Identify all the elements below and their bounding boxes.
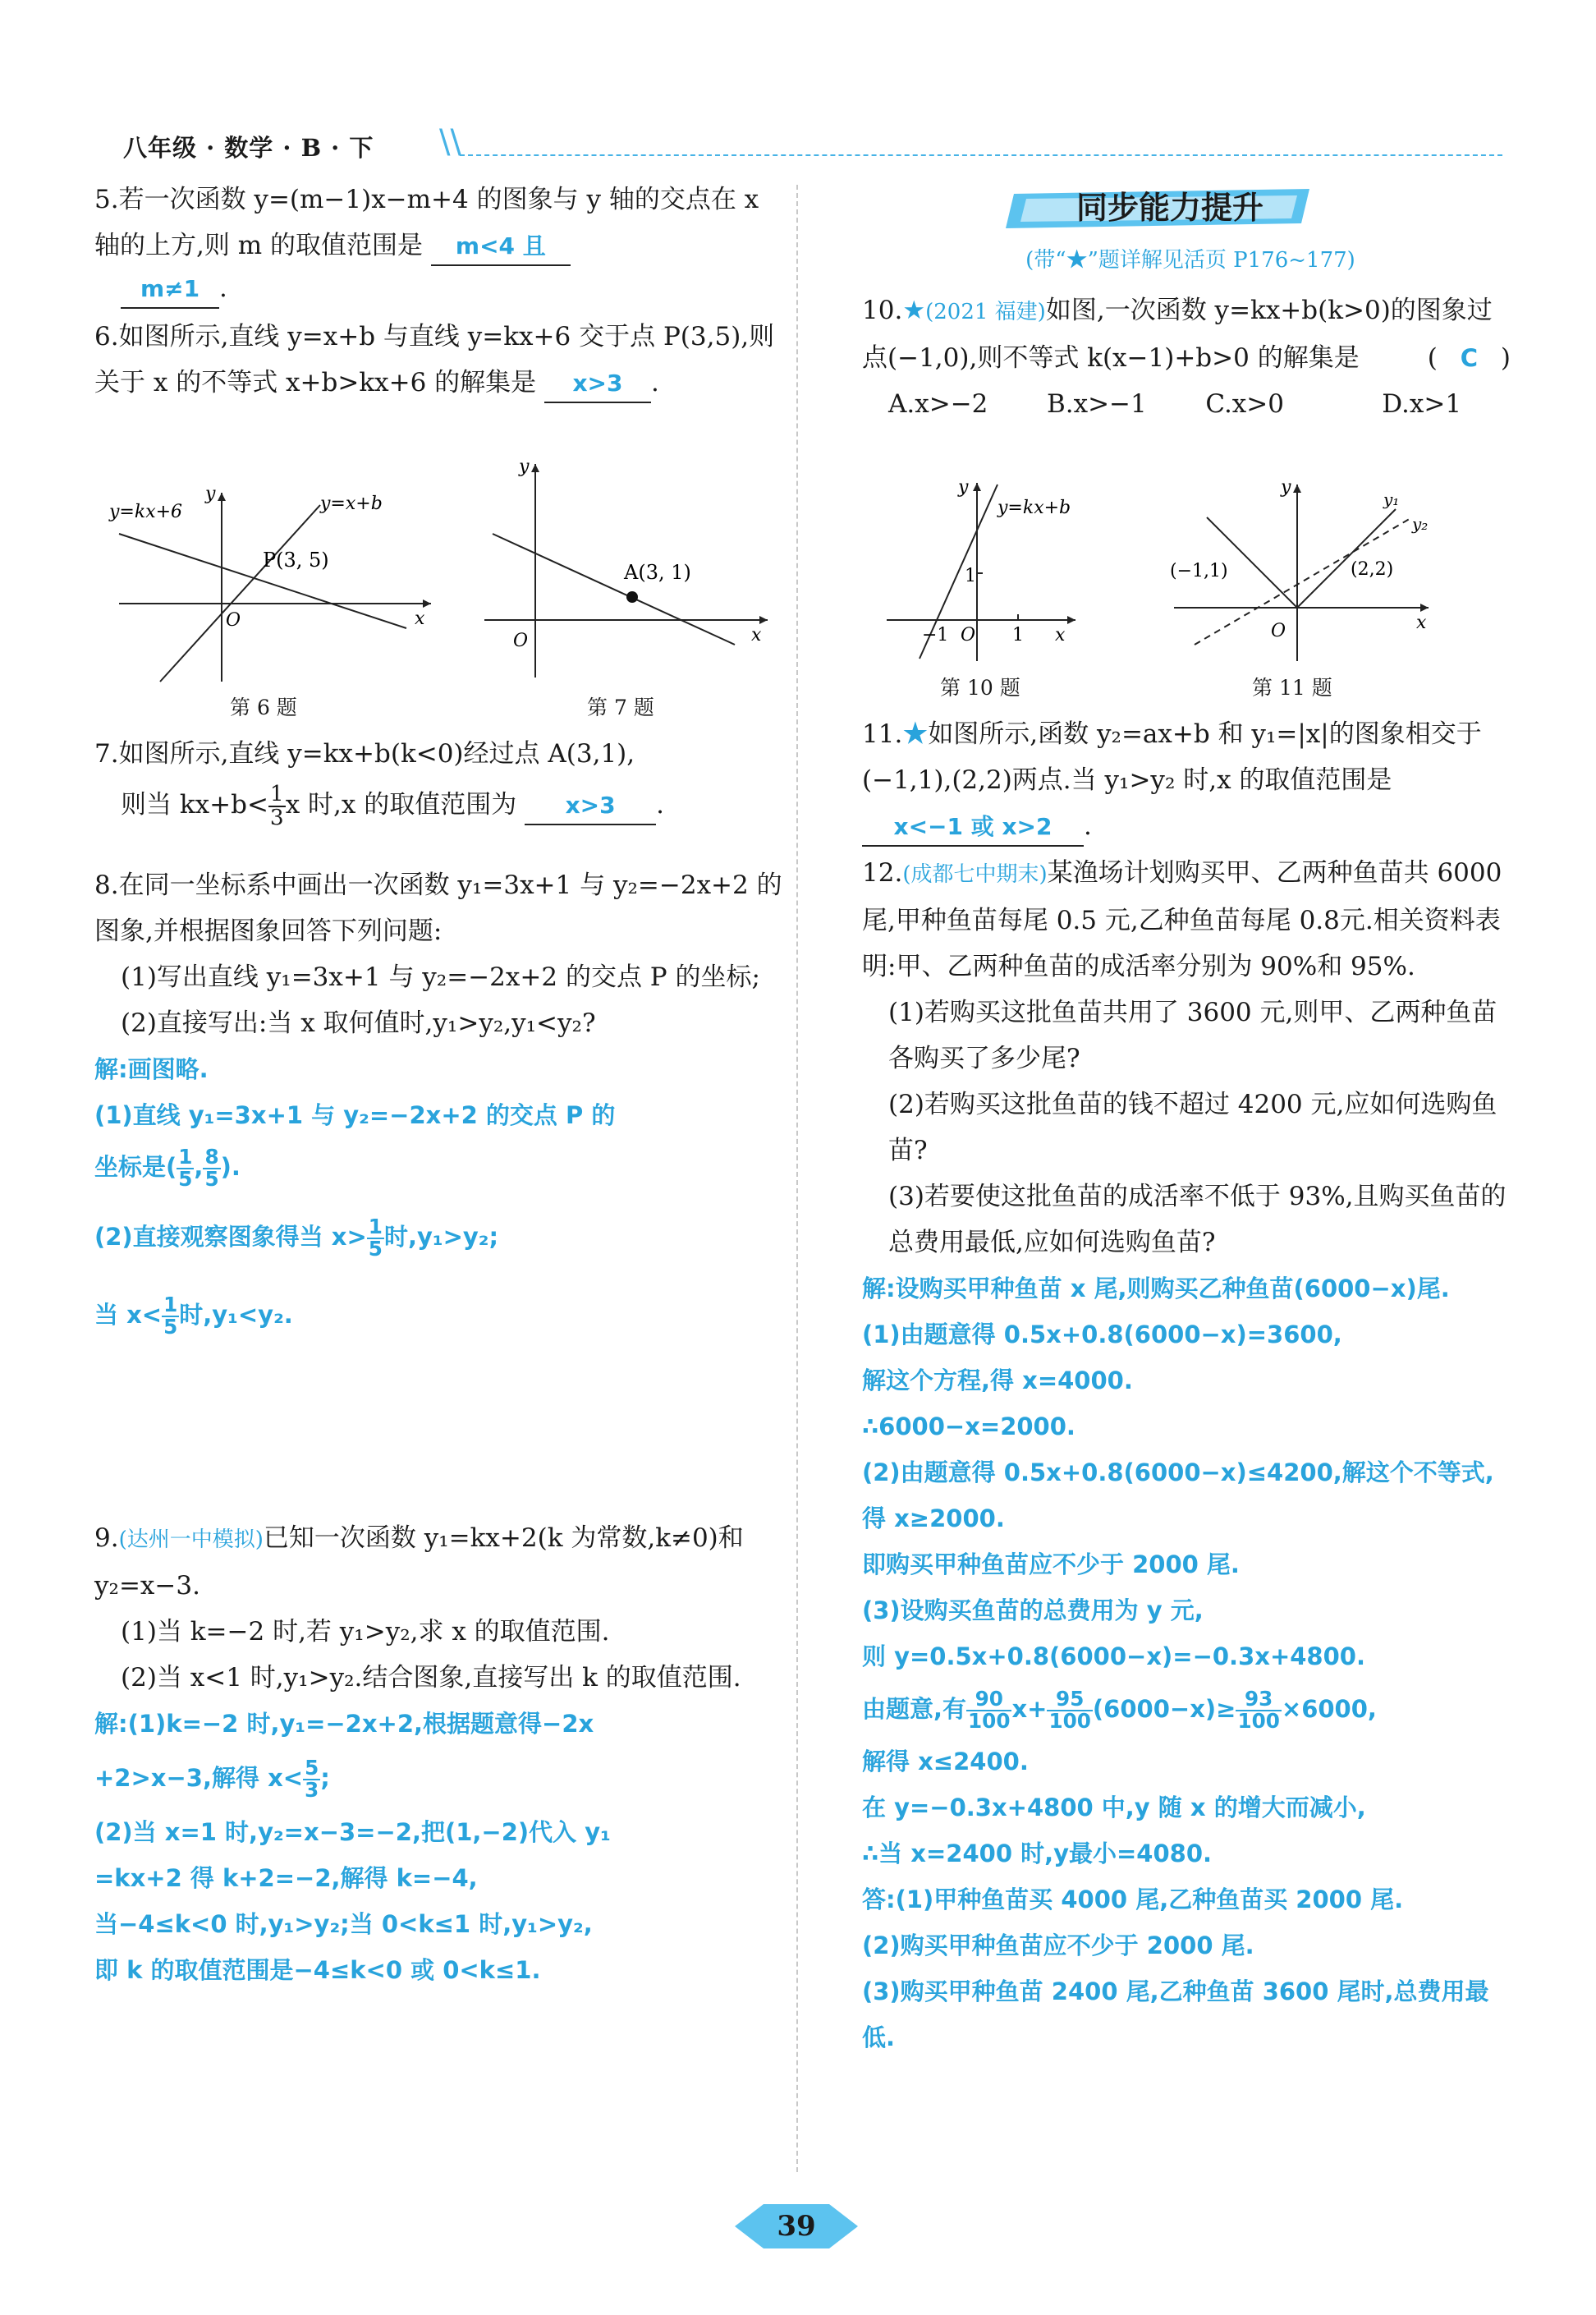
- q8-solution-1c: ).: [220, 1153, 241, 1181]
- q8-solution-1a: (1)直线 y₁=3x+1 与 y₂=−2x+2 的交点 P 的: [94, 1101, 616, 1129]
- q12-solution-14: (3)购买甲种鱼苗 2400 尾,乙种鱼苗 3600 尾时,总费用最低.: [862, 1977, 1489, 2051]
- fig7-x-label: x: [751, 625, 762, 645]
- question-9: [94, 1515, 784, 1993]
- q12-solution-4: (2)由题意得 0.5x+0.8(6000−x)≤4200,解这个不等式,得 x≥2000.: [862, 1458, 1494, 1532]
- fig6-label-kx6: y=kx+6: [109, 502, 183, 522]
- q12-solution-0: 解:设购买甲种鱼苗 x 尾,则购买乙种鱼苗(6000−x)尾.: [862, 1275, 1450, 1302]
- fig11-point-1: (−1,1): [1170, 561, 1228, 581]
- q12-part-2: (2)若购买这批鱼苗的钱不超过 4200 元,应如何选购鱼苗?: [888, 1090, 1497, 1165]
- q12-solution-13: (2)购买甲种鱼苗应不少于 2000 尾.: [862, 1931, 1254, 1959]
- q12-solution-12: 答:(1)甲种鱼苗买 4000 尾,乙种鱼苗买 2000 尾.: [862, 1886, 1404, 1913]
- fig10-label: y=kx+b: [998, 498, 1071, 518]
- header-slash-decoration: \\: [439, 123, 461, 161]
- q8-solution-0: 解:画图略.: [94, 1055, 209, 1083]
- q10-option-c: C.x>0: [1205, 389, 1284, 419]
- question-6: 6.如图所示,直线 y=x+b 与直线 y=kx+6 交于点 P(3,5),则关于 x 的不等式 x+b>kx+6 的解集是 x>3 .: [94, 314, 784, 406]
- q12-solution-8b: x+: [1011, 1695, 1048, 1723]
- q8-frac-3: $\frac{1}{5}$: [368, 1215, 383, 1261]
- q8-frac-2: $\frac{8}{5}$: [204, 1145, 219, 1191]
- q11-num: 11.: [862, 719, 903, 749]
- q9-solution-2d: 即 k 的取值范围是−4≤k<0 或 0<k≤1.: [94, 1956, 541, 1984]
- q12-solution-5: 即购买甲种鱼苗应不少于 2000 尾.: [862, 1550, 1240, 1578]
- q12-part-1: (1)若购买这批鱼苗共用了 3600 元,则甲、乙两种鱼苗各购买了多少尾?: [888, 998, 1497, 1073]
- q12-solution-3: ∴6000−x=2000.: [862, 1412, 1075, 1440]
- q12-solution-7: 则 y=0.5x+0.8(6000−x)=−0.3x+4800.: [862, 1642, 1365, 1670]
- q12-solution-8a: 由题意,有: [862, 1695, 967, 1723]
- fig11-y-label: y: [1281, 477, 1291, 498]
- q12-frac-2: $\frac{95}{100}$: [1048, 1687, 1091, 1733]
- q7-text-b1: 则当 kx+b<: [121, 790, 268, 820]
- q11-text: 如图所示,函数 y₂=ax+b 和 y₁=|x|的图象相交于(−1,1),(2,2)两点.当 y₁>y₂ 时,x 的取值范围是: [862, 719, 1482, 795]
- q12-num: 12.: [862, 858, 903, 888]
- q7-fraction: $\frac{1}{3}$: [269, 782, 284, 830]
- q12-frac-1: $\frac{90}{100}$: [968, 1687, 1011, 1733]
- q7-answer: x>3: [525, 788, 656, 825]
- header-divider: [460, 154, 1502, 156]
- fig10-caption: 第 10 题: [940, 676, 1020, 700]
- q10-option-a: A.x>−2: [888, 389, 988, 419]
- q10-text: 如图,一次函数 y=kx+b(k>0)的图象过点(−1,0),则不等式 k(x−1)+b>0 的解集是: [862, 296, 1493, 373]
- q6-answer: x>3: [544, 365, 651, 403]
- q12-solution-11: ∴当 x=2400 时,y最小=4080.: [862, 1840, 1213, 1867]
- question-5: 5.若一次函数 y=(m−1)x−m+4 的图象与 y 轴的交点在 x 轴的上方,则 m 的取值范围是 m<4 且 m≠1 .: [94, 177, 784, 311]
- q8-solution-3a: 当 x<: [94, 1301, 163, 1329]
- q5-answer-2: m≠1: [121, 271, 219, 309]
- q9-intro: 已知一次函数 y₁=kx+2(k 为常数,k≠0)和 y₂=x−3.: [94, 1523, 744, 1601]
- q10-option-d: D.x>1: [1382, 389, 1462, 419]
- q8-part-2: (2)直接写出:当 x 取何值时,y₁>y₂,y₁<y₂?: [121, 1008, 596, 1038]
- fig7-point-a-label: A(3, 1): [624, 561, 691, 584]
- fig6-x-label: x: [415, 609, 425, 629]
- fig11-label-y2: y₂: [1412, 514, 1429, 534]
- q12-text: 某渔场计划购买甲、乙两种鱼苗共 6000 尾,甲种鱼苗每尾 0.5 元,乙种鱼苗每尾 0.8元.相关资料表明:甲、乙两种鱼苗的成活率分别为 90%和 95%.: [862, 858, 1502, 981]
- fig10-x-label: x: [1055, 625, 1066, 645]
- q9-solution-2b: =kx+2 得 k+2=−2,解得 k=−4,: [94, 1864, 478, 1892]
- q5-answer-1: m<4 且: [431, 228, 571, 266]
- fig6-line-xb: [160, 505, 320, 682]
- q9-tag: (达州一中模拟): [118, 1527, 264, 1552]
- fig6-point-p: P(3, 5): [263, 549, 329, 572]
- q5-text: 5.若一次函数 y=(m−1)x−m+4 的图象与 y 轴的交点在 x 轴的上方,则 m 的取值范围是: [94, 185, 759, 260]
- q8-solution-2a: (2)直接观察图象得当 x>: [94, 1223, 367, 1251]
- q12-solution-8d: ×6000,: [1281, 1695, 1377, 1723]
- fig10-tick-neg1: −1: [922, 625, 949, 645]
- fig11-line-y1: [1207, 509, 1396, 608]
- q12-frac-3: $\frac{93}{100}$: [1237, 1687, 1280, 1733]
- fig11-label-y1: y₁: [1383, 489, 1400, 509]
- fig10-tick-1: 1: [965, 566, 976, 586]
- q6-text: 6.如图所示,直线 y=x+b 与直线 y=kx+6 交于点 P(3,5),则关于 x 的不等式 x+b>kx+6 的解集是: [94, 322, 775, 397]
- q9-solution-1b: +2>x−3,解得 x<: [94, 1764, 304, 1792]
- q10-tag: (2021 福建): [925, 300, 1046, 324]
- q9-part-2: (2)当 x<1 时,y₁>y₂.结合图象,直接写出 k 的取值范围.: [121, 1663, 741, 1693]
- q12-part-3: (3)若要使这批鱼苗的成活率不低于 93%,且购买鱼苗的总费用最低,应如何选购鱼苗?: [888, 1182, 1507, 1257]
- figure-6: [103, 485, 439, 686]
- q8-solution-1b: 坐标是(: [94, 1153, 177, 1181]
- q8-frac-1: $\frac{1}{5}$: [178, 1145, 193, 1191]
- fig7-line: [493, 534, 735, 645]
- fig11-x-label: x: [1416, 613, 1427, 633]
- question-11: 11.★如图所示,函数 y₂=ax+b 和 y₁=|x|的图象相交于(−1,1),(2,2)两点.当 y₁>y₂ 时,x 的取值范围是 x<−1 或 x>2 .: [862, 711, 1511, 849]
- figure-11: [1166, 476, 1437, 669]
- fig7-point-a: [626, 591, 638, 603]
- star-icon: ★: [902, 296, 926, 325]
- fig10-tick-x1: 1: [1012, 625, 1024, 645]
- column-divider: [796, 185, 798, 2172]
- q9-solution-2c: 当−4≤k<0 时,y₁>y₂;当 0<k≤1 时,y₁>y₂,: [94, 1910, 593, 1938]
- q8-frac-4: $\frac{1}{5}$: [163, 1293, 178, 1339]
- question-7: 7.如图所示,直线 y=kx+b(k<0)经过点 A(3,1), 则当 kx+b< $\frac{1}{3}$ x 时,x 的取值范围为 x>3 .: [94, 731, 784, 829]
- q12-solution-8c: (6000−x)≥: [1092, 1695, 1236, 1723]
- question-8: 8.在同一坐标系中画出一次函数 y₁=3x+1 与 y₂=−2x+2 的图象,并根据图象回答下列问题: (1)写出直线 y₁=3x+1 与 y₂=−2x+2 的交点 P 的坐标; (2)直接写出:当 x 取何值时,y₁>y₂,y₁<y₂? 解:画图略. (1)直线 y₁=3x+1 与 y₂=−2x+2 的交点 P 的 坐标是( $\frac{1}{5}$ , $\frac{8}{5}$ ). (2)直接观察图象得当 x> $\frac{1}{5}$ 时,y₁>y₂; 当 x< $\frac{1}{5}$ 时,y₁<y₂.: [94, 862, 784, 1352]
- q10-num: 10.: [862, 296, 903, 325]
- q8-solution-2b: 时,y₁>y₂;: [383, 1223, 499, 1251]
- q9-solution-2a: (2)当 x=1 时,y₂=x−3=−2,把(1,−2)代入 y₁: [94, 1818, 611, 1846]
- figure-10: [883, 476, 1084, 669]
- fig7-caption: 第 7 题: [587, 696, 654, 719]
- fig7-y-label: y: [519, 457, 530, 477]
- q12-solution-2: 解这个方程,得 x=4000.: [862, 1366, 1133, 1394]
- fig11-point-2: (2,2): [1351, 559, 1394, 580]
- q11-answer: x<−1 或 x>2: [862, 809, 1084, 847]
- q12-tag: (成都七中期末): [902, 862, 1048, 887]
- fig10-y-label: y: [958, 477, 969, 498]
- page-number: 39: [777, 2210, 816, 2243]
- q7-text-b2: x 时,x 的取值范围为: [285, 790, 517, 820]
- q12-solution-10: 在 y=−0.3x+4800 中,y 随 x 的增大而减小,: [862, 1794, 1366, 1821]
- q7-line-a: 7.如图所示,直线 y=kx+b(k<0)经过点 A(3,1),: [94, 739, 635, 769]
- q10-answer: C: [1460, 344, 1479, 372]
- q9-part-1: (1)当 k=−2 时,若 y₁>y₂,求 x 的取值范围.: [121, 1617, 610, 1647]
- q12-solution-1: (1)由题意得 0.5x+0.8(6000−x)=3600,: [862, 1321, 1342, 1348]
- figure-7: [476, 456, 780, 686]
- fig6-caption: 第 6 题: [230, 696, 297, 719]
- q8-part-1: (1)写出直线 y₁=3x+1 与 y₂=−2x+2 的交点 P 的坐标;: [121, 962, 760, 992]
- q9-solution-1a: 解:(1)k=−2 时,y₁=−2x+2,根据题意得−2x: [94, 1710, 594, 1738]
- fig6-label-xb: y=x+b: [320, 494, 383, 514]
- q12-solution-9: 解得 x≤2400.: [862, 1748, 1029, 1775]
- q9-solution-1c: ;: [320, 1764, 330, 1792]
- fig6-y-label: y: [205, 485, 216, 504]
- q8-solution-3b: 时,y₁<y₂.: [179, 1301, 293, 1329]
- q9-frac: $\frac{5}{3}$: [305, 1756, 319, 1802]
- section-title: 同步能力提升: [1075, 190, 1264, 226]
- fig10-origin: O: [961, 625, 976, 645]
- question-10: 10.★(2021 福建)如图,一次函数 y=kx+b(k>0)的图象过点(−1,0),则不等式 k(x−1)+b>0 的解集是 ( C ) A.x>−2 B.x>−1 C.x>0 D.x>1: [862, 296, 1511, 419]
- q12-solution-6: (3)设购买鱼苗的总费用为 y 元,: [862, 1596, 1204, 1624]
- question-12: [862, 850, 1511, 2060]
- star-icon: ★: [902, 719, 929, 749]
- q8-intro: 8.在同一坐标系中画出一次函数 y₁=3x+1 与 y₂=−2x+2 的图象,并根据图象回答下列问题:: [94, 870, 782, 946]
- fig11-origin: O: [1271, 621, 1286, 641]
- q9-num: 9.: [94, 1523, 119, 1553]
- q10-option-b: B.x>−1: [1046, 389, 1147, 419]
- section-note: (带“★”题详解见活页 P176~177): [1025, 248, 1355, 273]
- fig7-origin: O: [513, 631, 529, 651]
- fig11-caption: 第 11 题: [1252, 676, 1332, 700]
- page-header: 八年级 · 数学 · B · 下: [123, 134, 374, 162]
- fig6-origin: O: [226, 610, 241, 631]
